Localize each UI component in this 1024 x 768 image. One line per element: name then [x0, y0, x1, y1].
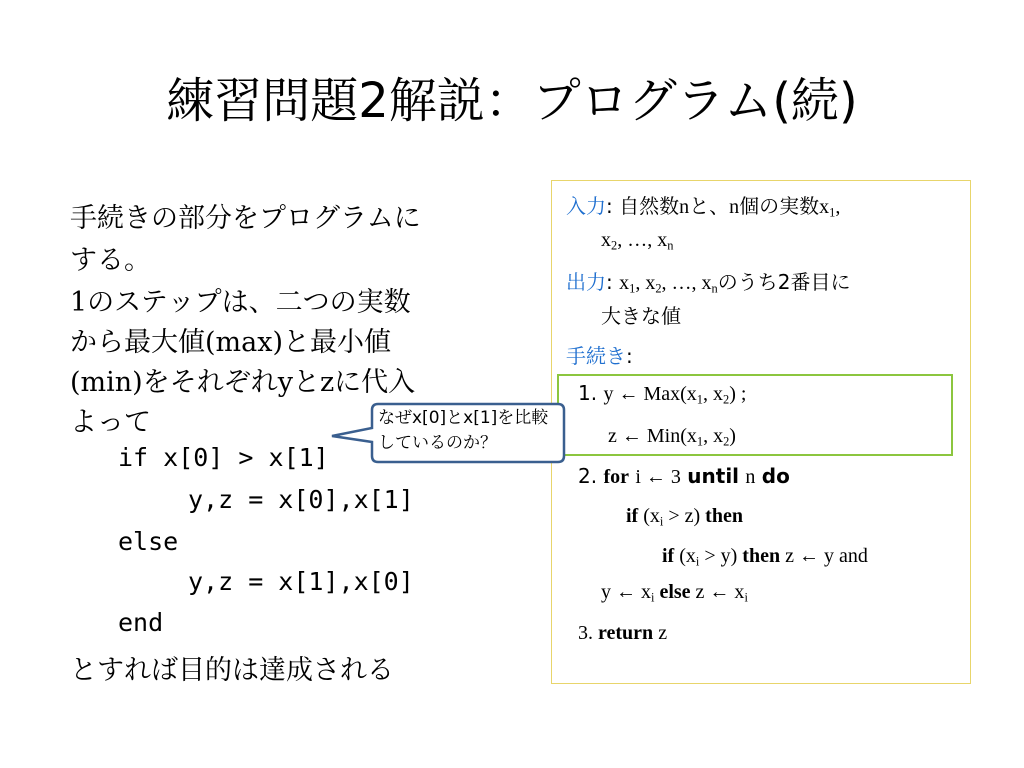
input-colon: : — [606, 194, 613, 218]
code-line-1: if x[0] > x[1] — [118, 443, 329, 472]
slide-title: 練習問題2解説：プログラム(続) — [166, 73, 858, 129]
text-line-3: 1のステップは、二つの実数 — [70, 287, 411, 318]
input-line — [566, 190, 840, 219]
input-label: 入力 — [566, 194, 606, 218]
text-line-1: 手続きの部分をプログラムに — [70, 203, 421, 234]
keyword-do: do — [761, 464, 790, 488]
keyword-for: for — [603, 466, 629, 488]
code-line-2: y,z = x[0],x[1] — [188, 485, 414, 514]
output-text-1: のうち2番目に — [717, 270, 851, 294]
text-line-5: (min)をそれぞれyとzに代入 — [70, 367, 416, 398]
step-1-line-2: z ← $Min(x_1$, $x_2$) — [608, 425, 736, 449]
code-line-4: y,z = x[1],x[0] — [188, 567, 414, 596]
text-line-6: よって — [70, 407, 151, 438]
code-line-5: end — [118, 608, 164, 637]
input-and: と、 — [689, 194, 730, 218]
keyword-until: until — [687, 464, 740, 488]
input-text-2: 個の実数 — [739, 194, 820, 218]
keyword-return: return — [598, 622, 654, 644]
input-n: n — [679, 196, 690, 218]
step-1-line-1: 1. y ← $Max(x_1$, $x_2$) ; — [578, 381, 747, 407]
text-line-7: とすれば目的は達成される — [70, 655, 394, 686]
procedure-label: 手続き — [566, 344, 626, 368]
input-x1: $x_1$, — [819, 196, 841, 220]
output-label: 出力 — [566, 270, 606, 294]
step-2-line: 2. for i ← 3 until n do — [578, 464, 790, 488]
code-line-3: else — [118, 527, 179, 556]
procedure-line: 手続き: — [566, 344, 633, 368]
step-2-if-1: if $(x_i > z)$ then — [626, 505, 743, 529]
step-3-line: 3. return z — [578, 622, 668, 644]
input-text-1: 自然数 — [619, 194, 680, 218]
input-line-2: $x_2$, …, $x_n$ — [601, 229, 674, 253]
output-x: $x_1$, $x_2$, …, $x_n$ — [619, 272, 718, 296]
text-line-2: する。 — [70, 245, 151, 276]
input-n2: n — [729, 196, 740, 218]
output-text-2: 大きな値 — [601, 304, 681, 328]
text-line-4: から最大値(max)と最小値 — [70, 327, 391, 358]
step-2-else: y ← $x_i$ else z ← $x_i$ — [601, 581, 748, 605]
output-line: 出力: $x_1$, $x_2$, …, $x_n$のうち2番目に — [566, 270, 851, 296]
callout-text: なぜx[0]とx[1]を比較しているのか？ — [378, 408, 549, 453]
step-2-if-2: if $(x_i > y)$ then z ← y and — [662, 545, 868, 569]
